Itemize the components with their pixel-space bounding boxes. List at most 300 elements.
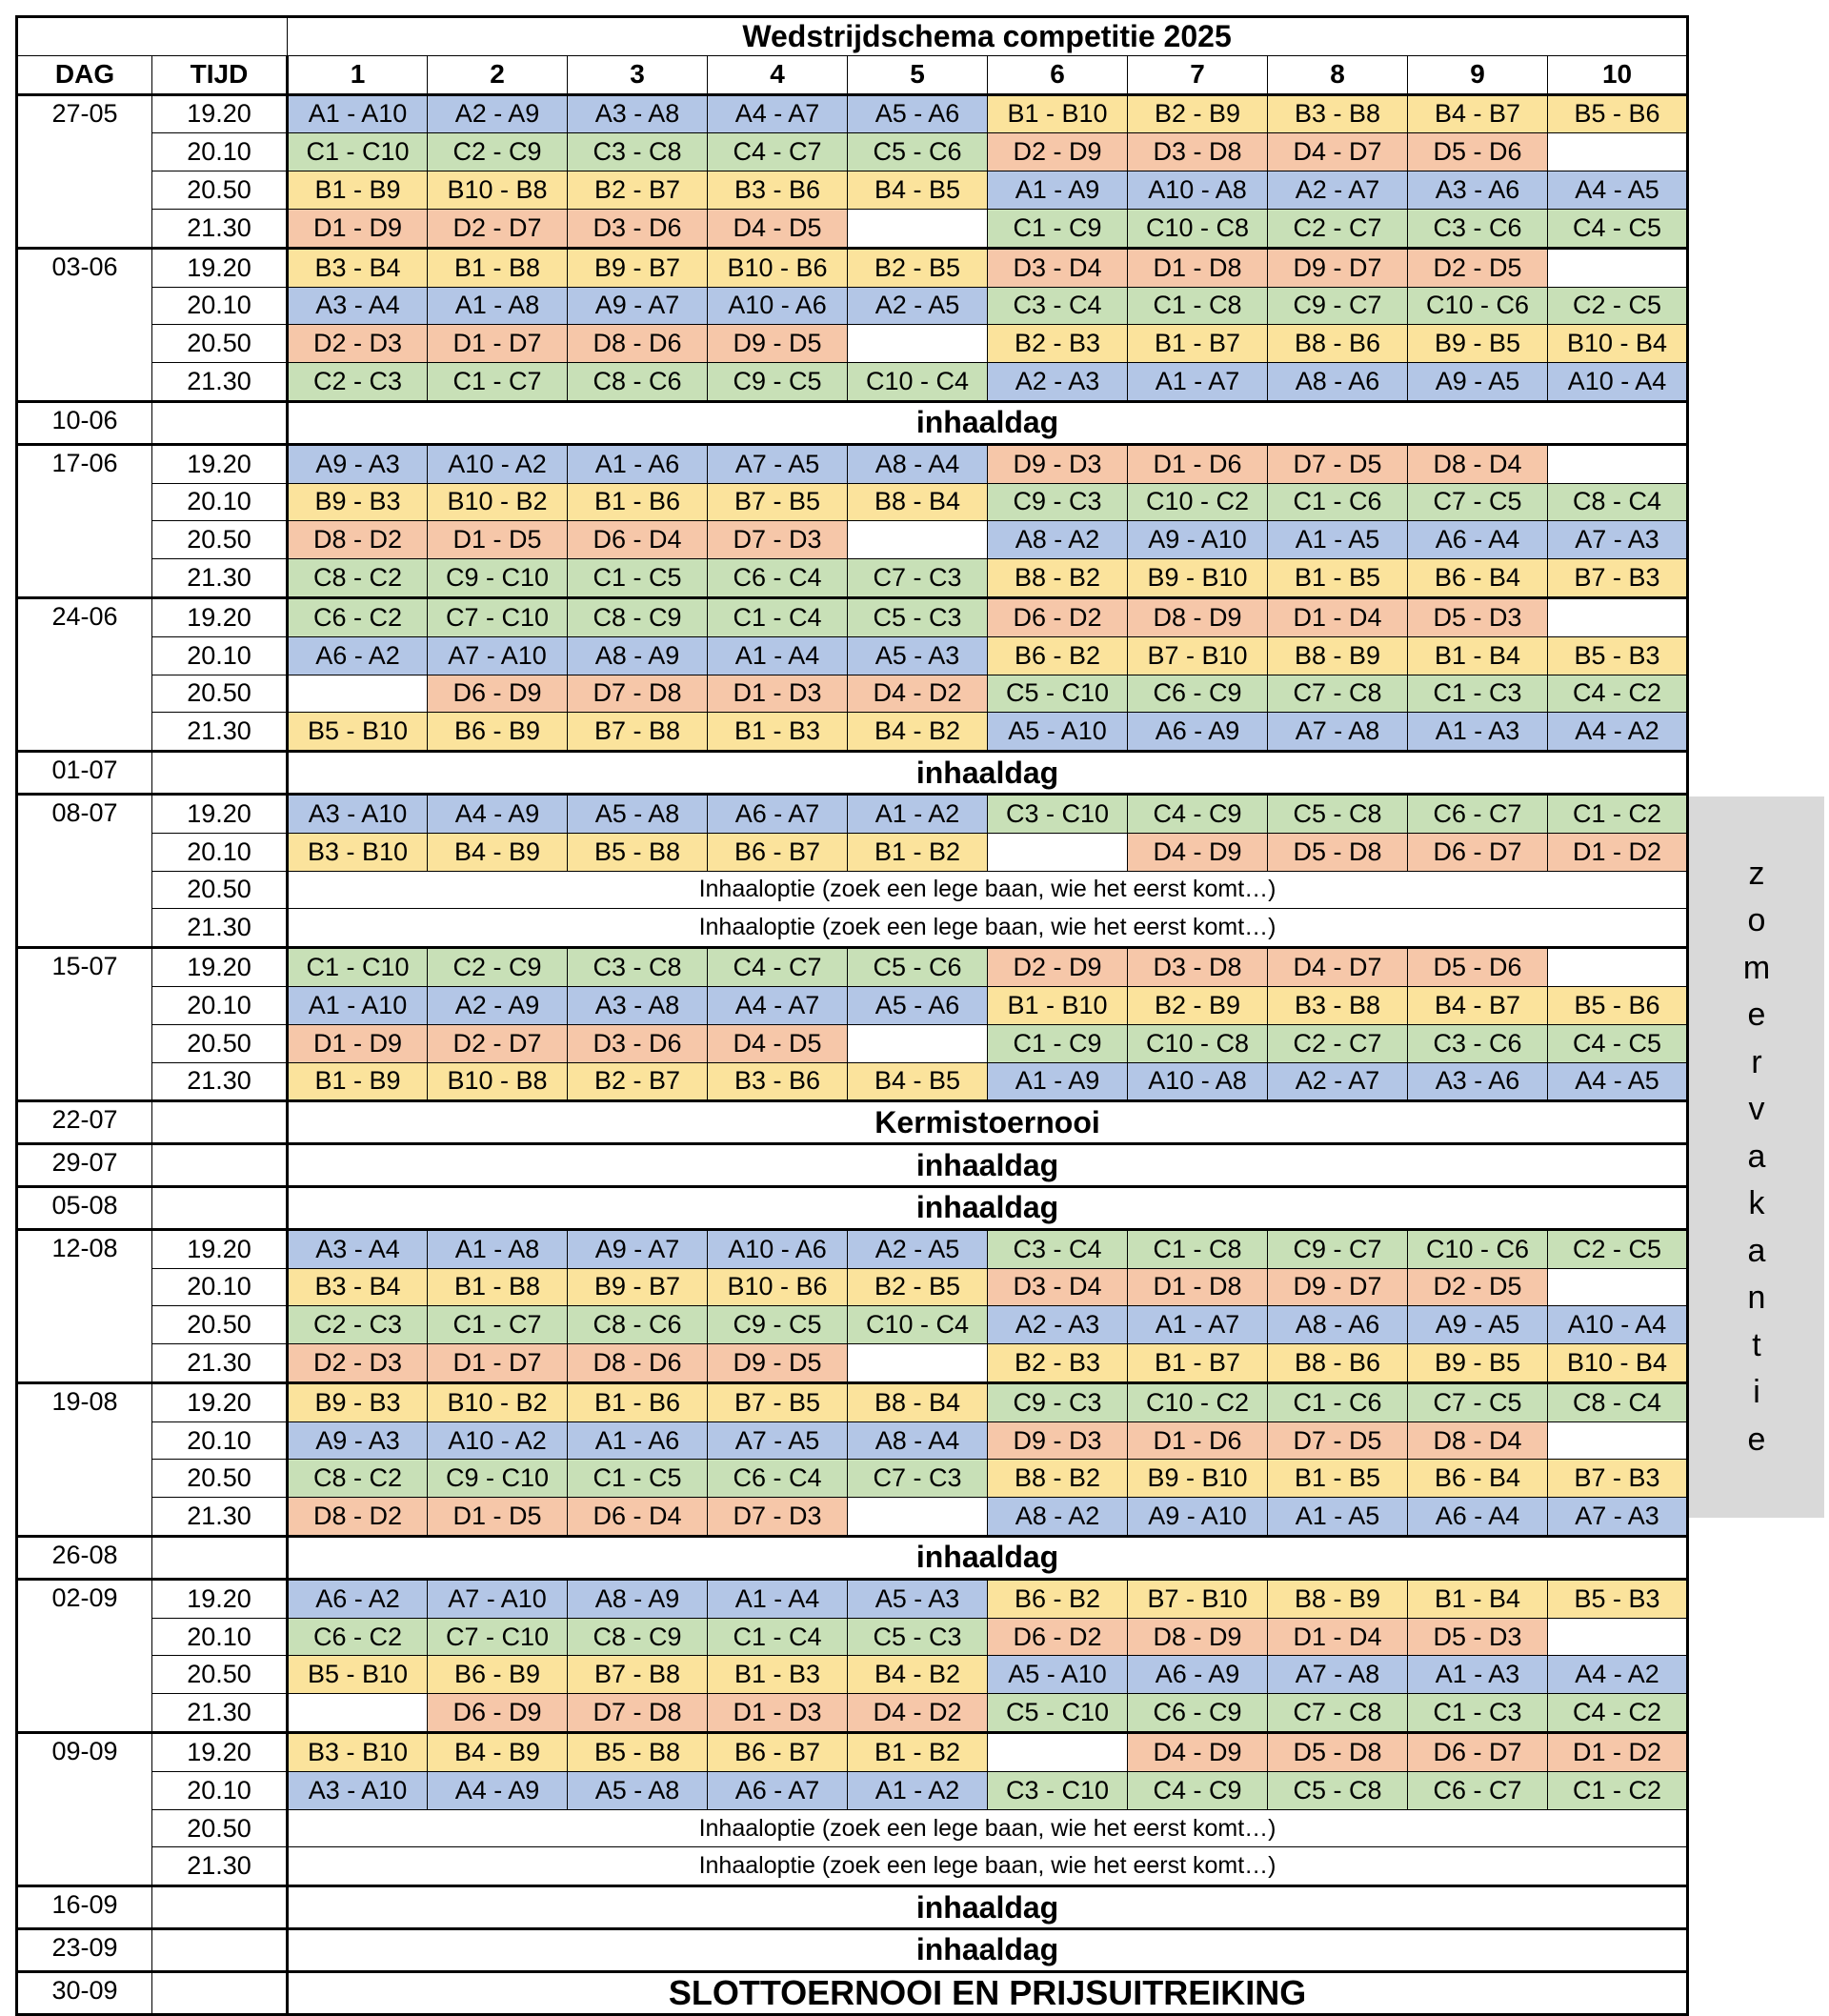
match-cell: B2 - B9 (1128, 94, 1268, 133)
match-cell: C1 - C2 (1548, 1771, 1688, 1809)
empty-court-cell (988, 833, 1128, 871)
vacation-letter: o (1747, 902, 1766, 939)
match-cell: A2 - A7 (1268, 171, 1408, 210)
vacation-letter: a (1747, 1138, 1766, 1175)
vacation-letter: a (1747, 1232, 1766, 1269)
court-header: 4 (708, 55, 848, 94)
court-header: 5 (848, 55, 988, 94)
match-cell: C2 - C7 (1268, 1024, 1408, 1062)
match-cell: C8 - C2 (288, 559, 428, 598)
match-cell: B5 - B10 (288, 1656, 428, 1694)
match-cell: D8 - D2 (288, 521, 428, 559)
schedule-row (17, 794, 1688, 833)
match-cell: C5 - C3 (848, 1618, 988, 1656)
match-cell: A1 - A9 (988, 171, 1128, 210)
match-cell: D2 - D7 (428, 1024, 568, 1062)
match-cell: A3 - A8 (568, 986, 708, 1024)
match-cell: B2 - B5 (848, 1268, 988, 1306)
schedule-row (17, 1579, 1688, 1618)
time-cell: 21.30 (152, 909, 288, 948)
match-cell: D9 - D7 (1268, 1268, 1408, 1306)
schedule-row (17, 1809, 1688, 1847)
match-cell: D3 - D8 (1128, 133, 1268, 171)
match-cell: D1 - D7 (428, 1344, 568, 1383)
empty-court-cell (848, 1498, 988, 1537)
match-cell: B1 - B10 (988, 94, 1128, 133)
match-cell: A7 - A10 (428, 636, 568, 675)
match-cell: B3 - B10 (288, 1733, 428, 1772)
match-cell: D5 - D6 (1408, 948, 1548, 987)
match-cell: A3 - A6 (1408, 1062, 1548, 1101)
match-cell: A7 - A10 (428, 1579, 568, 1618)
match-cell: C7 - C5 (1408, 1382, 1548, 1421)
schedule-row (17, 94, 1688, 133)
schedule-row (17, 1733, 1688, 1772)
match-cell: C1 - C9 (988, 209, 1128, 248)
match-cell: C5 - C10 (988, 675, 1128, 713)
match-cell: A1 - A7 (1128, 1306, 1268, 1344)
match-cell: D8 - D6 (568, 325, 708, 363)
match-cell: A7 - A3 (1548, 1498, 1688, 1537)
match-cell: A6 - A4 (1408, 521, 1548, 559)
match-cell: D3 - D4 (988, 248, 1128, 287)
match-cell: D2 - D3 (288, 325, 428, 363)
time-cell: 19.20 (152, 94, 288, 133)
match-cell: D7 - D3 (708, 1498, 848, 1537)
schedule-row (17, 948, 1688, 987)
time-cell: 20.50 (152, 1306, 288, 1344)
schedule-row (17, 325, 1688, 363)
match-cell: A4 - A7 (708, 986, 848, 1024)
match-cell: B3 - B4 (288, 1268, 428, 1306)
schedule-row (17, 521, 1688, 559)
match-cell: B2 - B3 (988, 1344, 1128, 1383)
match-cell: C1 - C4 (708, 1618, 848, 1656)
match-cell: D9 - D7 (1268, 248, 1408, 287)
match-cell: C5 - C3 (848, 597, 988, 636)
catch-up-note: Inhaaloptie (zoek een lege baan, wie het eerst komt…) (288, 871, 1688, 909)
event-banner: inhaaldag (288, 1537, 1688, 1580)
time-cell (152, 1929, 288, 1972)
time-cell (152, 401, 288, 444)
catch-up-note: Inhaaloptie (zoek een lege baan, wie het eerst komt…) (288, 1847, 1688, 1886)
match-cell: B1 - B9 (288, 171, 428, 210)
time-cell: 20.10 (152, 1268, 288, 1306)
match-cell: A1 - A5 (1268, 1498, 1408, 1537)
match-cell: C8 - C4 (1548, 1382, 1688, 1421)
match-cell: A7 - A3 (1548, 521, 1688, 559)
match-cell: C1 - C7 (428, 363, 568, 402)
match-cell: D9 - D5 (708, 1344, 848, 1383)
match-cell: B5 - B8 (568, 833, 708, 871)
day-cell: 19-08 (17, 1382, 152, 1536)
schedule-row (17, 1929, 1688, 1972)
match-cell: B9 - B3 (288, 1382, 428, 1421)
match-cell: B9 - B7 (568, 1268, 708, 1306)
match-cell: B1 - B4 (1408, 1579, 1548, 1618)
match-cell: A10 - A4 (1548, 1306, 1688, 1344)
match-cell: A3 - A10 (288, 794, 428, 833)
match-cell: D1 - D5 (428, 1498, 568, 1537)
match-cell: C7 - C10 (428, 597, 568, 636)
match-cell: B8 - B2 (988, 559, 1128, 598)
match-cell: A4 - A7 (708, 94, 848, 133)
match-cell: B5 - B3 (1548, 636, 1688, 675)
event-banner: inhaaldag (288, 1929, 1688, 1972)
schedule-row (17, 1971, 1688, 2014)
match-cell: D3 - D6 (568, 1024, 708, 1062)
day-cell: 17-06 (17, 444, 152, 597)
match-cell: C1 - C5 (568, 1460, 708, 1498)
match-cell: C6 - C9 (1128, 675, 1268, 713)
schedule-row (17, 1886, 1688, 1929)
match-cell: A2 - A5 (848, 1229, 988, 1268)
empty-court-cell (288, 1694, 428, 1733)
match-cell: B5 - B6 (1548, 94, 1688, 133)
match-cell: D7 - D8 (568, 675, 708, 713)
match-cell: D1 - D2 (1548, 833, 1688, 871)
match-cell: A3 - A4 (288, 287, 428, 325)
day-cell: 27-05 (17, 94, 152, 248)
match-cell: D3 - D8 (1128, 948, 1268, 987)
match-cell: D1 - D6 (1128, 1421, 1268, 1460)
match-cell: C5 - C6 (848, 948, 988, 987)
match-cell: C3 - C6 (1408, 1024, 1548, 1062)
match-cell: A6 - A9 (1128, 713, 1268, 752)
match-cell: C1 - C8 (1128, 287, 1268, 325)
match-cell: A1 - A2 (848, 1771, 988, 1809)
schedule-row (17, 287, 1688, 325)
match-cell: C8 - C9 (568, 597, 708, 636)
match-cell: A9 - A7 (568, 287, 708, 325)
match-cell: C9 - C3 (988, 1382, 1128, 1421)
court-header: 2 (428, 55, 568, 94)
match-cell: A2 - A5 (848, 287, 988, 325)
match-cell: A6 - A2 (288, 1579, 428, 1618)
empty-court-cell (848, 521, 988, 559)
schedule-row (17, 636, 1688, 675)
time-cell: 21.30 (152, 1062, 288, 1101)
time-cell: 20.10 (152, 1771, 288, 1809)
match-cell: D1 - D3 (708, 675, 848, 713)
match-cell: C4 - C7 (708, 948, 848, 987)
match-cell: D1 - D5 (428, 521, 568, 559)
match-cell: A8 - A2 (988, 521, 1128, 559)
empty-court-cell (848, 1344, 988, 1383)
court-header: 1 (288, 55, 428, 94)
match-cell: D1 - D9 (288, 1024, 428, 1062)
match-cell: D6 - D9 (428, 675, 568, 713)
match-cell: A9 - A5 (1408, 363, 1548, 402)
match-cell: A5 - A8 (568, 1771, 708, 1809)
time-cell: 19.20 (152, 794, 288, 833)
match-cell: B4 - B9 (428, 833, 568, 871)
match-cell: D8 - D6 (568, 1344, 708, 1383)
schedule-row (17, 133, 1688, 171)
day-cell: 15-07 (17, 948, 152, 1101)
empty-court-cell (1548, 948, 1688, 987)
match-cell: C4 - C2 (1548, 675, 1688, 713)
match-cell: A2 - A9 (428, 986, 568, 1024)
match-cell: A1 - A8 (428, 1229, 568, 1268)
match-cell: C6 - C4 (708, 559, 848, 598)
time-cell: 19.20 (152, 948, 288, 987)
match-cell: B7 - B10 (1128, 1579, 1268, 1618)
day-cell: 10-06 (17, 401, 152, 444)
time-cell (152, 1537, 288, 1580)
match-cell: D2 - D7 (428, 209, 568, 248)
match-cell: B2 - B3 (988, 325, 1128, 363)
match-cell: B1 - B6 (568, 1382, 708, 1421)
vacation-letter: m (1742, 949, 1771, 986)
day-cell: 26-08 (17, 1537, 152, 1580)
time-cell: 20.50 (152, 1809, 288, 1847)
title-blank-cell (17, 17, 288, 56)
match-cell: B8 - B9 (1268, 1579, 1408, 1618)
day-cell: 08-07 (17, 794, 152, 947)
day-cell: 05-08 (17, 1186, 152, 1229)
match-cell: B8 - B6 (1268, 325, 1408, 363)
day-cell: 30-09 (17, 1971, 152, 2014)
match-cell: D4 - D9 (1128, 833, 1268, 871)
match-cell: A8 - A9 (568, 1579, 708, 1618)
match-cell: A9 - A3 (288, 1421, 428, 1460)
match-cell: C1 - C3 (1408, 1694, 1548, 1733)
match-cell: B3 - B6 (708, 171, 848, 210)
match-cell: C9 - C7 (1268, 287, 1408, 325)
match-cell: D5 - D3 (1408, 1618, 1548, 1656)
match-cell: C1 - C6 (1268, 1382, 1408, 1421)
match-cell: A10 - A8 (1128, 171, 1268, 210)
schedule-row (17, 871, 1688, 909)
match-cell: B1 - B2 (848, 1733, 988, 1772)
match-cell: A10 - A2 (428, 444, 568, 483)
event-banner: SLOTTOERNOOI EN PRIJSUITREIKING (288, 1971, 1688, 2014)
match-cell: C10 - C4 (848, 1306, 988, 1344)
schedule-row (17, 1421, 1688, 1460)
schedule-row (17, 752, 1688, 795)
schedule-row (17, 675, 1688, 713)
match-cell: B7 - B8 (568, 1656, 708, 1694)
match-cell: B10 - B8 (428, 171, 568, 210)
empty-court-cell (848, 1024, 988, 1062)
header-row (17, 55, 1688, 94)
match-cell: C2 - C9 (428, 133, 568, 171)
match-cell: B3 - B8 (1268, 986, 1408, 1024)
match-cell: B5 - B8 (568, 1733, 708, 1772)
match-cell: A6 - A9 (1128, 1656, 1268, 1694)
vacation-letter: k (1748, 1185, 1765, 1222)
match-cell: A1 - A4 (708, 1579, 848, 1618)
match-cell: D8 - D2 (288, 1498, 428, 1537)
schedule-row (17, 171, 1688, 210)
match-cell: D4 - D7 (1268, 133, 1408, 171)
match-cell: B2 - B9 (1128, 986, 1268, 1024)
match-cell: A6 - A7 (708, 1771, 848, 1809)
time-cell: 20.10 (152, 986, 288, 1024)
match-cell: A1 - A5 (1268, 521, 1408, 559)
match-cell: C1 - C9 (988, 1024, 1128, 1062)
match-cell: A3 - A10 (288, 1771, 428, 1809)
time-cell: 20.50 (152, 325, 288, 363)
time-cell: 20.10 (152, 133, 288, 171)
schedule-row (17, 1101, 1688, 1144)
match-cell: C6 - C2 (288, 1618, 428, 1656)
match-cell: C3 - C8 (568, 948, 708, 987)
event-banner: inhaaldag (288, 1144, 1688, 1187)
match-cell: A4 - A2 (1548, 1656, 1688, 1694)
match-cell: B5 - B6 (1548, 986, 1688, 1024)
match-cell: C1 - C5 (568, 559, 708, 598)
time-cell: 19.20 (152, 597, 288, 636)
time-cell: 21.30 (152, 713, 288, 752)
match-cell: B1 - B8 (428, 1268, 568, 1306)
match-cell: D7 - D8 (568, 1694, 708, 1733)
match-cell: B3 - B10 (288, 833, 428, 871)
match-cell: C1 - C10 (288, 133, 428, 171)
match-cell: A9 - A3 (288, 444, 428, 483)
match-cell: D3 - D4 (988, 1268, 1128, 1306)
match-cell: C2 - C3 (288, 363, 428, 402)
match-cell: B8 - B6 (1268, 1344, 1408, 1383)
court-header: 10 (1548, 55, 1688, 94)
match-cell: A9 - A5 (1408, 1306, 1548, 1344)
match-cell: C9 - C5 (708, 363, 848, 402)
match-cell: D5 - D8 (1268, 1733, 1408, 1772)
match-cell: D2 - D9 (988, 948, 1128, 987)
match-cell: A3 - A6 (1408, 171, 1548, 210)
court-header: 3 (568, 55, 708, 94)
match-cell: C8 - C2 (288, 1460, 428, 1498)
match-cell: D8 - D9 (1128, 1618, 1268, 1656)
empty-court-cell (1548, 1268, 1688, 1306)
match-cell: B6 - B9 (428, 1656, 568, 1694)
match-cell: A1 - A8 (428, 287, 568, 325)
match-cell: B7 - B8 (568, 713, 708, 752)
match-cell: C1 - C10 (288, 948, 428, 987)
match-cell: C1 - C3 (1408, 675, 1548, 713)
schedule-row (17, 1847, 1688, 1886)
schedule-row (17, 597, 1688, 636)
match-cell: C10 - C2 (1128, 483, 1268, 521)
day-cell: 16-09 (17, 1886, 152, 1929)
match-cell: B7 - B3 (1548, 1460, 1688, 1498)
match-cell: C6 - C2 (288, 597, 428, 636)
time-cell: 20.10 (152, 1421, 288, 1460)
schedule-row (17, 986, 1688, 1024)
match-cell: A7 - A8 (1268, 713, 1408, 752)
match-cell: C3 - C6 (1408, 209, 1548, 248)
catch-up-note: Inhaaloptie (zoek een lege baan, wie het eerst komt…) (288, 909, 1688, 948)
match-cell: A5 - A10 (988, 713, 1128, 752)
match-cell: D9 - D3 (988, 1421, 1128, 1460)
match-cell: A7 - A8 (1268, 1656, 1408, 1694)
match-cell: D8 - D4 (1408, 1421, 1548, 1460)
time-cell: 21.30 (152, 1498, 288, 1537)
schedule-row (17, 713, 1688, 752)
schedule-row (17, 1618, 1688, 1656)
match-cell: B10 - B6 (708, 248, 848, 287)
court-header: 7 (1128, 55, 1268, 94)
match-cell: D2 - D3 (288, 1344, 428, 1383)
match-cell: B4 - B7 (1408, 94, 1548, 133)
match-cell: A2 - A9 (428, 94, 568, 133)
match-cell: D6 - D2 (988, 597, 1128, 636)
empty-court-cell (288, 675, 428, 713)
match-cell: A1 - A7 (1128, 363, 1268, 402)
time-cell: 19.20 (152, 1579, 288, 1618)
match-cell: C7 - C10 (428, 1618, 568, 1656)
match-cell: B6 - B7 (708, 1733, 848, 1772)
vacation-letter: t (1752, 1326, 1761, 1363)
match-cell: A8 - A2 (988, 1498, 1128, 1537)
time-cell: 21.30 (152, 363, 288, 402)
match-cell: A5 - A10 (988, 1656, 1128, 1694)
time-cell: 21.30 (152, 1344, 288, 1383)
match-cell: B5 - B10 (288, 713, 428, 752)
day-cell: 29-07 (17, 1144, 152, 1187)
empty-court-cell (1548, 248, 1688, 287)
time-header: TIJD (152, 55, 288, 94)
court-header: 8 (1268, 55, 1408, 94)
time-cell: 21.30 (152, 209, 288, 248)
time-cell: 19.20 (152, 1382, 288, 1421)
match-cell: A3 - A4 (288, 1229, 428, 1268)
match-cell: A1 - A10 (288, 94, 428, 133)
match-cell: B2 - B7 (568, 171, 708, 210)
match-cell: C10 - C4 (848, 363, 988, 402)
schedule-row (17, 1694, 1688, 1733)
match-cell: B1 - B8 (428, 248, 568, 287)
time-cell (152, 1101, 288, 1144)
time-cell: 20.50 (152, 1460, 288, 1498)
match-cell: C4 - C2 (1548, 1694, 1688, 1733)
schedule-row (17, 1144, 1688, 1187)
match-cell: C10 - C6 (1408, 1229, 1548, 1268)
match-cell: A8 - A9 (568, 636, 708, 675)
match-cell: A4 - A5 (1548, 171, 1688, 210)
vacation-letter: v (1748, 1091, 1765, 1128)
match-cell: C4 - C5 (1548, 1024, 1688, 1062)
day-cell: 22-07 (17, 1101, 152, 1144)
time-cell: 20.10 (152, 483, 288, 521)
match-cell: A4 - A9 (428, 794, 568, 833)
empty-court-cell (1548, 1618, 1688, 1656)
time-cell: 20.10 (152, 1618, 288, 1656)
match-cell: C6 - C7 (1408, 1771, 1548, 1809)
time-cell (152, 1186, 288, 1229)
event-banner: Kermistoernooi (288, 1101, 1688, 1144)
schedule-row (17, 1344, 1688, 1383)
event-banner: inhaaldag (288, 1186, 1688, 1229)
match-cell: D8 - D4 (1408, 444, 1548, 483)
match-cell: C5 - C10 (988, 1694, 1128, 1733)
match-cell: B1 - B9 (288, 1062, 428, 1101)
match-cell: B10 - B2 (428, 483, 568, 521)
match-cell: C1 - C8 (1128, 1229, 1268, 1268)
match-cell: B4 - B2 (848, 713, 988, 752)
time-cell (152, 1886, 288, 1929)
match-cell: A10 - A6 (708, 1229, 848, 1268)
time-cell: 19.20 (152, 248, 288, 287)
day-cell: 12-08 (17, 1229, 152, 1382)
match-cell: A4 - A9 (428, 1771, 568, 1809)
match-cell: B6 - B2 (988, 636, 1128, 675)
day-cell: 01-07 (17, 752, 152, 795)
match-cell: A7 - A5 (708, 1421, 848, 1460)
match-cell: A8 - A4 (848, 1421, 988, 1460)
schedule-row (17, 248, 1688, 287)
